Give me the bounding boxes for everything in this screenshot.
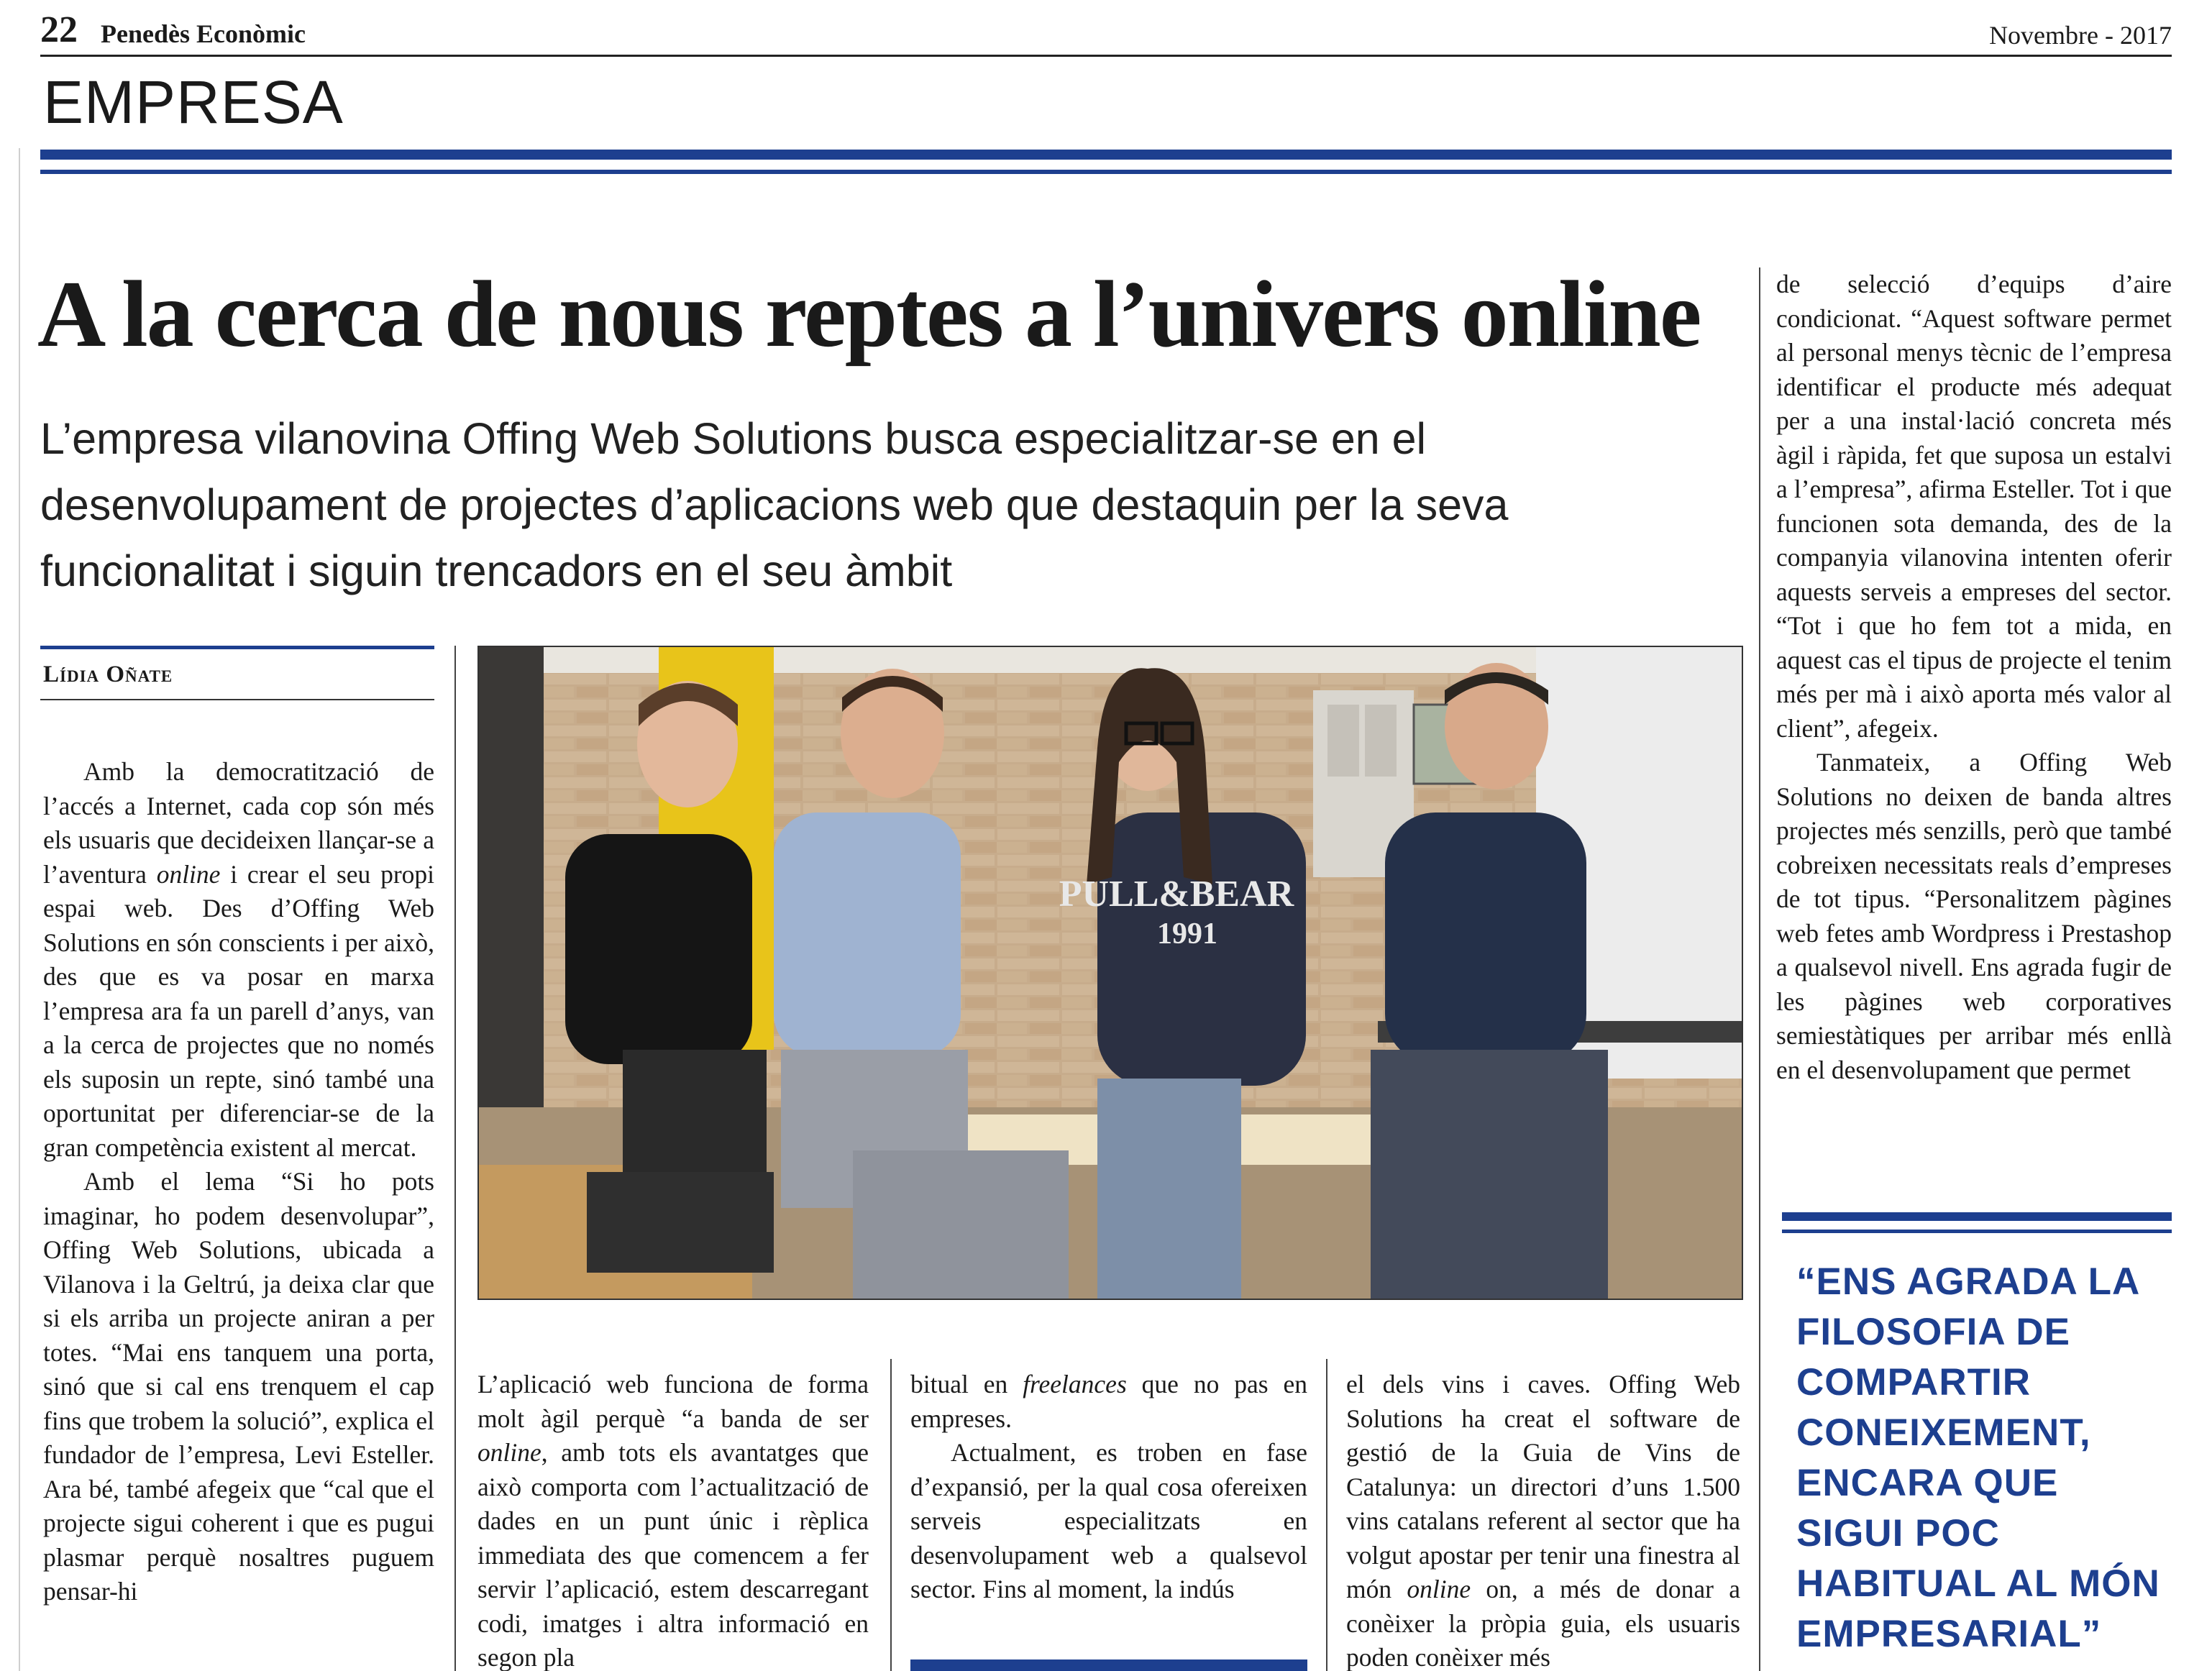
page-number: 22: [40, 9, 78, 50]
paragraph: [43, 755, 434, 1165]
publication-name: Penedès Econòmic: [101, 19, 306, 48]
emphasis: freelances: [1023, 1370, 1127, 1398]
text-run: que no pas en empreses.: [910, 1370, 1307, 1433]
page-frame-edge: [19, 148, 20, 1671]
text-run: on, a més de donar a conèixer la pròpia guia, els usuaris poden conèixer més: [1346, 1575, 1740, 1671]
text-run: L’aplicació web funciona de forma molt àgil perquè “a banda de ser: [477, 1370, 869, 1433]
paragraph: [1346, 1368, 1740, 1671]
body-column-2: [477, 1368, 869, 1671]
section-bar-thin: [40, 170, 2172, 174]
column-rule: [1759, 267, 1760, 1671]
text-run: bitual en: [910, 1370, 1023, 1398]
column-bottom-bar: [910, 1659, 1307, 1671]
body-column-1: [43, 755, 434, 1671]
paragraph: [910, 1368, 1307, 1436]
byline: Lídia Oñate: [43, 661, 173, 687]
text-run: i crear el seu propi espai web. Des d’Offing Web Solutions en són conscients i per això, des que es va posar en marxa l’empresa ara fa un parell d’anys, van a la cerca de projectes que no només els suposin un repte, sinó també una oportunitat per diferenciar-se de la gran competència existent al mercat.: [43, 859, 434, 1162]
emphasis: online: [477, 1438, 541, 1467]
pull-quote-bar: [1782, 1212, 2172, 1221]
paragraph: Actualment, es troben en fase d’expansió, per la qual cosa ofereixen serveis especialitzats en desenvolupament web a qualsevol sector. Fins al moment, la indús: [910, 1438, 1307, 1603]
body-column-4: [1346, 1368, 1740, 1671]
paragraph: Amb el lema “Si ho pots imaginar, ho podem desenvolupar”, Offing Web Solutions, ubicada a Vilanova i la Geltrú, ja deixa clar que si els arriba un projecte aniran a per totes. “Mai ens tanquem una porta, sinó que si cal ens trenquem el cap fins que trobem la solució”, explica el fundador de l’empresa, Levi Esteller. Ara bé, també afegeix que “cal que el projecte sigui coherent i que es pugui plasmar perquè nosaltres puguem pensar-hi: [43, 1167, 434, 1606]
issue-date: Novembre - 2017: [1989, 21, 2172, 50]
team-photo-illustration: [479, 647, 1742, 1299]
body-column-5: [1776, 267, 2172, 1166]
shirt-year: 1991: [1157, 917, 1217, 951]
lead-paragraph: L’empresa vilanovina Offing Web Solutions busca especialitzar-se en el desenvolupament de projectes d’aplicacions web que destaquin per la seva funcionalitat i siguin trencadors en el seu àmbit: [40, 414, 1509, 595]
text-run: Amb la democratització de l’accés a Internet, cada cop són més els usuaris que decideixen llançar-se a l’aventura: [43, 757, 434, 889]
byline-rule: [40, 646, 434, 649]
section-bar: [40, 150, 2172, 160]
body-column-3: [910, 1368, 1307, 1649]
column-rule: [1326, 1359, 1327, 1671]
pull-quote-bar-thin: [1782, 1230, 2172, 1233]
team-photo: [477, 646, 1743, 1300]
column-rule: [890, 1359, 892, 1671]
text-run: , amb tots els avantatges que això comporta com l’actualització de dades en un punt únic i rèplica immediata des que comencem a fer servir l’aplicació, estem descarregant codi, imatges i altra informació en segon pla: [477, 1438, 869, 1671]
column-rule: [454, 646, 456, 1671]
paragraph: de selecció d’equips d’aire condicionat. “Aquest software permet al personal menys tècnic de l’empresa identificar el producte més adequat per a una instal·lació concreta més àgil i ràpida, fet que suposa un estalvi a l’empresa”, afirma Esteller. Tot i que funcionen sota demanda, des de la companyia vilanovina intenten oferir aquests serveis a empreses del sector. “Tot i que ho fem tot a mida, en aquest cas el tipus de projecte el tenim més per mà i això aporta més valor al client”, afegeix.: [1776, 270, 2172, 743]
byline-underline: [40, 699, 434, 700]
emphasis: online: [156, 859, 221, 889]
paragraph: Tanmateix, a Offing Web Solutions no deixen de banda altres projectes més senzills, però que també cobreixen necessitats reals d’empreses de tot tipus. “Personalitzem pàgines web fetes amb Wordpress i Prestashop a qualsevol nivell. Ens agrada fugir de les pàgines web corporatives semiestàtiques per arribar més enllà en el desenvolupament que permet: [1776, 748, 2172, 1084]
headline: A la cerca de nous reptes a l’univers online: [37, 261, 1701, 367]
text-run: el dels vins i caves. Offing Web Solutions ha creat el software de gestió de la Guia de Vins de Catalunya: un directori d’uns 1.500 vins catalans referent al sector que ha volgut apostar per tenir una finestra al món: [1346, 1370, 1740, 1603]
paragraph: [477, 1368, 869, 1671]
shirt-print: PULL&BEAR: [1059, 874, 1294, 915]
section-label: EMPRESA: [43, 68, 344, 136]
emphasis: online: [1407, 1575, 1471, 1603]
header-rule: [40, 55, 2172, 57]
pull-quote: “ENS AGRADA LA FILOSOFIA DE COMPARTIR CONEIXEMENT, ENCARA QUE SIGUI POC HABITUAL AL MÓN EMPRESARIAL”: [1796, 1260, 2160, 1655]
